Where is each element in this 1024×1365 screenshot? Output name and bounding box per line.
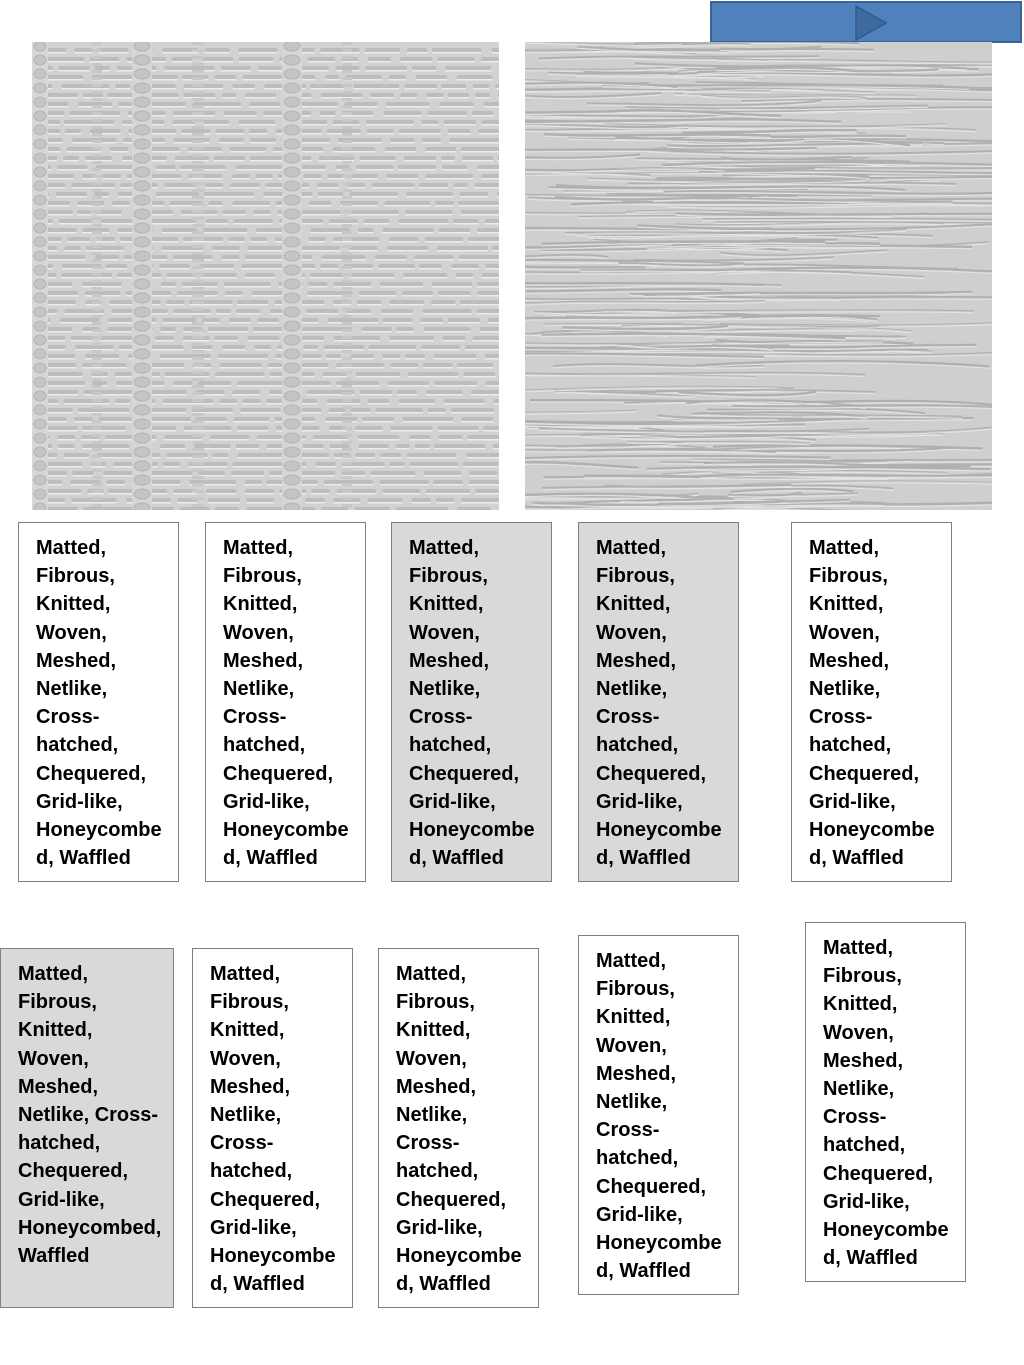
option-box-5[interactable]: [791, 522, 952, 882]
texture-woven-grid[interactable]: [32, 42, 499, 510]
play-arrow-icon: [850, 3, 890, 43]
option-box-7[interactable]: [192, 948, 353, 1308]
option-box-10[interactable]: [805, 922, 966, 1282]
option-label: Matted, Fibrous, Knitted, Woven, Meshed, Netlike, Cross-hatched, Chequered, Grid-like, Honeycombed, Waffled: [596, 950, 722, 1283]
option-label: Matted, Fibrous, Knitted, Woven, Meshed, Netlike, Cross-hatched, Chequered, Grid-like, Honeycombed, Waffled: [18, 963, 162, 1268]
option-label: Matted, Fibrous, Knitted, Woven, Meshed, Netlike, Cross-hatched, Chequered, Grid-like, Honeycombed, Waffled: [223, 537, 349, 870]
option-box-6[interactable]: [0, 948, 174, 1308]
option-label: Matted, Fibrous, Knitted, Woven, Meshed, Netlike, Cross-hatched, Chequered, Grid-like, Honeycombed, Waffled: [823, 937, 949, 1270]
option-label: Matted, Fibrous, Knitted, Woven, Meshed, Netlike, Cross-hatched, Chequered, Grid-like, Honeycombed, Waffled: [409, 537, 535, 870]
option-box-8[interactable]: [378, 948, 539, 1308]
option-box-3[interactable]: [391, 522, 552, 882]
option-box-1[interactable]: [18, 522, 179, 882]
option-label: Matted, Fibrous, Knitted, Woven, Meshed, Netlike, Cross-hatched, Chequered, Grid-like, Honeycombed, Waffled: [210, 963, 336, 1296]
option-box-2[interactable]: [205, 522, 366, 882]
option-label: Matted, Fibrous, Knitted, Woven, Meshed, Netlike, Cross-hatched, Chequered, Grid-like, Honeycombed, Waffled: [809, 537, 935, 870]
texture-fibrous-streaks[interactable]: [525, 42, 992, 510]
next-button[interactable]: [710, 1, 1022, 43]
option-label: Matted, Fibrous, Knitted, Woven, Meshed, Netlike, Cross-hatched, Chequered, Grid-like, Honeycombed, Waffled: [36, 537, 162, 870]
option-label: Matted, Fibrous, Knitted, Woven, Meshed, Netlike, Cross-hatched, Chequered, Grid-like, Honeycombed, Waffled: [596, 537, 722, 870]
option-label: Matted, Fibrous, Knitted, Woven, Meshed, Netlike, Cross-hatched, Chequered, Grid-like, Honeycombed, Waffled: [396, 963, 522, 1296]
option-box-4[interactable]: [578, 522, 739, 882]
option-box-9[interactable]: [578, 935, 739, 1295]
